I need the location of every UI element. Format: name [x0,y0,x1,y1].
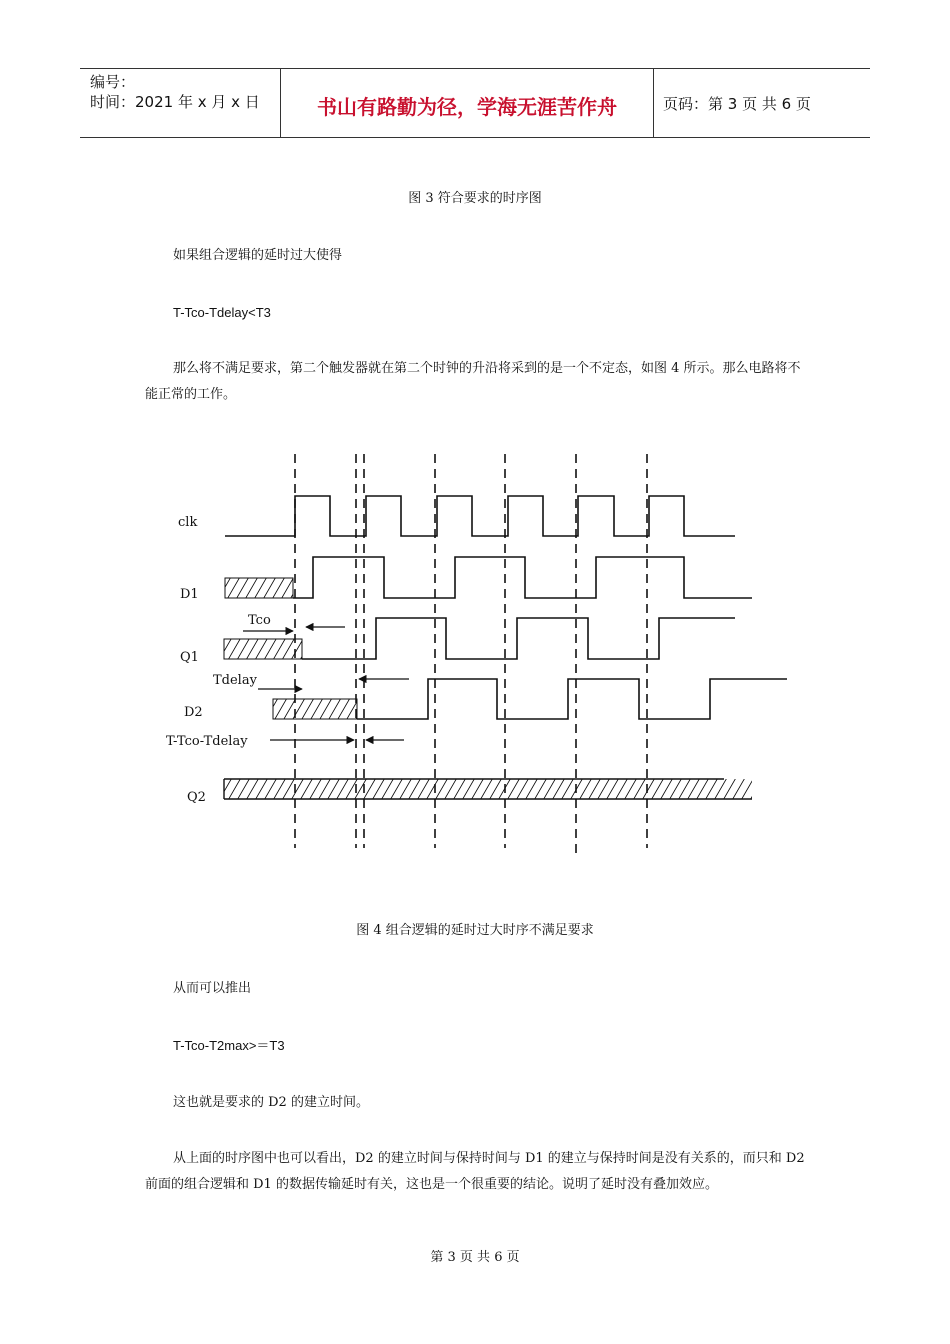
q1-unknown-region [224,639,302,659]
annotation-tco: Tco [248,613,271,628]
fig4-caption: 图 4 组合逻辑的延时过大时序不满足要求 [356,923,594,938]
signal-label-clk: clk [178,515,198,530]
paragraph-3: 从而可以推出 [173,981,252,996]
waveform-d2 [357,679,787,719]
paragraph-4: 这也就是要求的 D2 的建立时间。 [173,1095,369,1110]
header-center-cell [280,69,654,137]
signal-label-d2: D2 [184,705,203,720]
waveform-q1 [302,618,735,659]
d2-unknown-region [273,699,357,719]
formula-1: T-Tco-Tdelay<T3 [173,305,271,320]
time-label: 时间：2021 年 x 月 x 日 [90,93,260,111]
paragraph-2: 那么将不满足要求，第二个触发器就在第二个时钟的升沿将采到的是一个不定态，如图 4 所示。那么电路将不能正常的工作。 [145,361,801,402]
page-footer: 第 3 页 共 6 页 [430,1250,520,1265]
paragraph-1: 如果组合逻辑的延时过大使得 [173,248,343,263]
header-page-label: 页码：第 3 页 共 6 页 [663,95,811,113]
number-label: 编号： [90,73,136,91]
signal-label-q2: Q2 [187,790,206,805]
header-motto: 书山有路勤为径，学海无涯苦作舟 [317,95,617,119]
header-left-cell [80,69,280,137]
timing-diagram [0,440,950,870]
paragraph-5: 从上面的时序图中也可以看出，D2 的建立时间与保持时间与 D1 的建立与保持时间是没有关系的，而只和 D2 前面的组合逻辑和 D1 的数据传输延时有关，这也是一个很重要的结论。说明了延时没有叠加效应。 [145,1151,805,1192]
signal-label-q1: Q1 [180,650,199,665]
signal-label-d1: D1 [180,587,199,602]
fig3-caption: 图 3 符合要求的时序图 [408,191,542,206]
formula-2: T-Tco-T2max>＝T3 [173,1038,285,1053]
waveform-clk [225,496,735,536]
annotation-t-tco-tdelay: T-Tco-Tdelay [166,734,248,749]
waveform-d1 [293,557,752,598]
q2-unknown-region [224,779,752,799]
page-header [80,68,870,138]
annotation-tdelay: Tdelay [213,673,257,688]
header-right-cell [653,69,870,137]
d1-unknown-region [225,578,293,598]
